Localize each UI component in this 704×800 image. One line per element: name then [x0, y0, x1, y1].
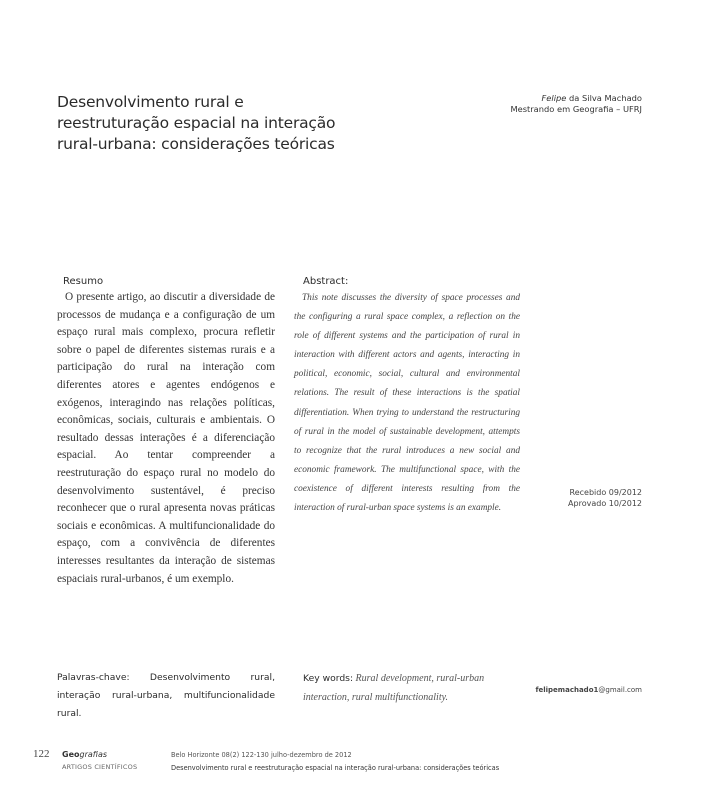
footer-citation: Belo Horizonte 08(2) 122-130 julho-dezembro de 2012	[171, 751, 352, 759]
journal-name-a: Geo	[62, 750, 80, 759]
author-email[interactable]	[535, 686, 642, 694]
submission-dates	[568, 487, 642, 509]
journal-section: ARTIGOS CIENTÍFICOS	[62, 763, 138, 771]
footer-reference	[171, 749, 499, 775]
keywords-pt-label: Palavras-chave:	[57, 672, 130, 683]
resumo-text: O presente artigo, ao discutir a diversidade de processos de mudança e a configuração de um espaço rural mais complexo, procura refletir sobre o papel de diferentes sistemas rurais e a participação do rural na interação com diferentes atores e agentes endógenos e exógenos, interagindo nas relações políticas, econômicas, sociais, culturais e ambientais. O resultado dessas interações é a diferenciação espacial. Ao tentar compreender a reestruturação do espaço rural no modelo do desenvolvimento sustentável, é preciso reconhecer que o rural apresenta novas práticas sociais e econômicas. A multifuncionalidade do espaço, com a convivência de diferentes interesses resultantes da interação de sistemas espaciais rural-urbanos, é um exemplo.	[57, 291, 275, 585]
author-surname: da Silva Machado	[566, 93, 642, 103]
page-number: 122	[33, 748, 50, 760]
abstract-heading: Abstract:	[303, 276, 349, 287]
journal-logo	[62, 748, 137, 774]
received-date: Recebido 09/2012	[569, 488, 642, 497]
author-affiliation: Mestrando em Geografia – UFRJ	[510, 104, 642, 114]
article-title: Desenvolvimento rural e reestruturação espacial na interação rural-urbana: considerações teóricas	[57, 93, 336, 153]
keywords-en-label: Key words:	[303, 673, 354, 684]
author-block	[510, 93, 642, 115]
approved-date: Aprovado 10/2012	[568, 499, 642, 508]
author-name	[510, 93, 642, 104]
footer-running-title: Desenvolvimento rural e reestruturação espacial na interação rural-urbana: considerações teóricas	[171, 764, 500, 772]
keywords-en-text: Rural development, rural-urban interaction, rural multifunctionality.	[303, 673, 485, 703]
keywords-pt-text: Desenvolvimento rural, interação rural-urbana, multifuncionalidade rural.	[57, 672, 275, 719]
keywords-pt	[57, 669, 275, 723]
author-first-name: Felipe	[541, 93, 567, 103]
email-domain: @gmail.com	[598, 686, 642, 694]
email-user: felipemachado1	[535, 686, 599, 694]
abstract-text: This note discusses the diversity of space processes and the configuring a rural space complex, a reflection on the role of different systems and the participation of rural in interaction with different actors and agents, interacting in political, economic, social, cultural and environmental relations. The result of these interactions is the spatial differentiation. When trying to understand the restructuring of rural in the model of sustainable development, attempts to recognize that the rural introduces a new social and economic framework. The multifunctional space, with the coexistence of different interests resulting from the interaction of rural-urban space systems is an example.	[294, 293, 520, 514]
journal-name-b: grafias	[79, 750, 108, 759]
resumo-heading: Resumo	[63, 276, 104, 287]
journal-name	[62, 748, 137, 761]
keywords-en	[303, 669, 521, 707]
